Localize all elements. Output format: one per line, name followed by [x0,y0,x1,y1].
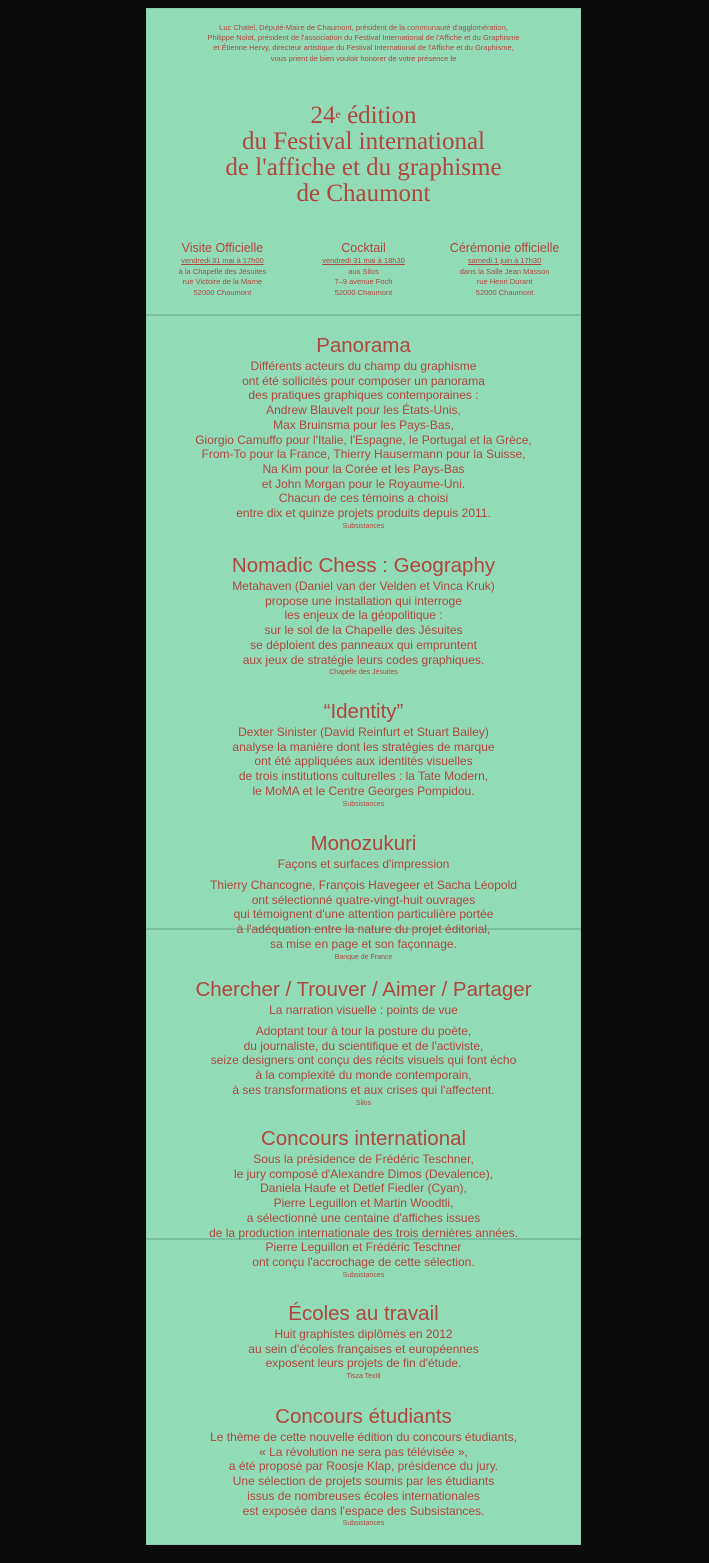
exhibition-description [146,359,581,521]
event-address-line: aux Silos [348,266,379,276]
intro-line: Philippe Nolot, président de l'association du Festival International de l'Affiche et du Graphisme [207,33,520,43]
description-line: ont sélectionné quatre-vingt-huit ouvrages [251,892,476,907]
exhibition-section [146,1404,581,1529]
event-address-line: à la Chapelle des Jésuites [178,266,267,276]
title-line: de Chaumont [296,180,431,207]
description-line: Metahaven (Daniel van der Velden et Vinca Kruk) [232,579,495,593]
exhibition-description [146,1430,581,1518]
description-line: Pierre Leguillon et Martin Woodtli, [273,1196,454,1211]
description-line: de trois institutions culturelles : la Tate Modern, [238,769,489,784]
description-line: Andrew Blauvelt pour les États-Unis, [266,403,461,418]
description-line: Na Kim pour la Corée et les Pays-Bas [262,461,465,476]
description-line: et John Morgan pour le Royaume-Uni. [261,476,466,491]
description-line: à ses transformations et aux crises qui l'affectent. [232,1082,495,1097]
intro-line: et Étienne Hervy, directeur artistique du Festival International de l'Affiche et du Graphisme, [213,43,514,53]
festival-title [146,103,581,207]
title-line: de l'affiche et du graphisme [225,154,502,181]
description-line: Daniela Haufe et Detlef Fiedler (Cyan), [260,1181,467,1196]
fold-line [146,314,581,316]
event-name: Cocktail [341,241,386,255]
exhibition-title: Monozukuri [310,832,417,855]
description-line: « La révolution ne sera pas télévisée », [259,1444,468,1459]
description-line: Max Bruinsma pour les Pays-Bas, [273,417,454,432]
exhibition-description [146,1152,581,1270]
description-line: à l'adéquation entre la nature du projet éditorial, [236,922,491,937]
event-ceremonie-officielle [434,240,575,298]
description-line: sa mise en page et son façonnage. [270,936,457,951]
edition-number: 24 [310,102,336,129]
exhibition-section [146,333,581,532]
description-line: le jury composé d'Alexandre Dimos (Devalence), [233,1166,494,1181]
exhibition-venue: Tisza Textil [346,1373,381,1381]
exhibition-subtitle: Façons et surfaces d'impression [277,857,450,871]
description-line: Dexter Sinister (David Reinfurt et Stuart Bailey) [238,725,489,739]
event-address-line: 52000 Chaumont [475,287,534,297]
event-address-line: 7–9 avenue Foch [334,277,393,286]
exhibition-description [146,579,581,667]
exhibition-title: Chercher / Trouver / Aimer / Partager [195,978,532,1001]
description-line: seize designers ont conçu des récits visuels qui font écho [210,1053,517,1068]
description-line: a sélectionné une centaine d'affiches issues [246,1210,481,1225]
event-name: Visite Officielle [181,241,264,255]
description-line: issus de nombreuses écoles internationales [247,1488,480,1503]
exhibition-venue: Chapelle des Jésuites [329,669,398,677]
exhibition-venue: Subsistances [342,522,385,530]
exhibition-title: Concours étudiants [275,1405,452,1428]
event-address-line: rue Henri Durant [476,277,533,286]
description-line: a été proposé par Roosje Klap, présidence du jury. [228,1459,499,1474]
exhibition-venue: Banque de France [334,953,393,961]
description-line: se déploient des panneaux qui empruntent [250,637,477,652]
description-line: exposent leurs projets de fin d'étude. [265,1356,462,1371]
description-line: au sein d'écoles françaises et européennes [248,1341,479,1356]
description-line: analyse la manière dont les stratégies de marque [232,739,495,754]
description-line: sur le sol de la Chapelle des Jésuites [264,623,463,638]
exhibition-title: Concours international [260,1127,467,1150]
exhibition-description [146,1024,581,1098]
description-line: Huit graphistes diplômés en 2012 [274,1327,453,1341]
exhibition-venue: Subsistances [342,1520,385,1528]
exhibition-section [146,699,581,810]
description-line: Le thème de cette nouvelle édition du concours étudiants, [210,1430,517,1444]
invitation-sheet [146,8,581,1545]
intro-line: Luc Chatel, Député-Maire de Chaumont, président de la communauté d'agglomération, [219,23,508,32]
exhibition-section [146,1301,581,1382]
event-address-line: rue Victoire de la Marne [182,277,263,286]
description-line: aux jeux de stratégie leurs codes graphiques. [242,652,485,667]
event-date: samedi 1 juin à 17h30 [467,256,542,265]
description-line: le MoMA et le Centre Georges Pompidou. [252,783,475,798]
event-date: vendredi 31 mai à 17h00 [181,256,264,265]
event-address-line: 52000 Chaumont [193,287,252,297]
exhibition-venue: Subsistances [342,1271,385,1279]
opening-events [152,240,575,298]
exhibition-title: Nomadic Chess : Geography [231,554,496,577]
description-line: ont été appliquées aux identités visuelles [254,754,473,769]
event-visite-officielle [152,240,293,298]
description-line: des pratiques graphiques contemporaines : [248,388,479,403]
event-date: vendredi 31 mai à 18h30 [322,256,405,265]
description-line: de la production internationale des trois dernières années. [209,1225,518,1240]
event-cocktail [293,240,434,298]
exhibition-title: Panorama [316,334,411,357]
exhibition-section [146,553,581,678]
exhibition-description [146,878,581,952]
exhibition-section [146,831,581,963]
description-line: entre dix et quinze projets produits depuis 2011. [236,506,491,521]
title-line: du Festival international [241,128,485,155]
description-line: ont été sollicités pour composer un panorama [242,373,485,388]
intro-text [156,23,571,64]
exhibition-title: Écoles au travail [288,1302,439,1325]
description-line: qui témoignent d'une attention particulière portée [233,907,494,922]
description-line: Une sélection de projets soumis par les étudiants [232,1474,495,1489]
exhibition-description [146,1327,581,1371]
intro-line: vous prient de bien vouloir honorer de votre présence le [270,53,457,63]
description-line: à la complexité du monde contemporain, [255,1068,472,1083]
description-line: les enjeux de la géopolitique : [284,608,443,623]
exhibition-description [146,725,581,799]
description-line: Giorgio Camuffo pour l'Italie, l'Espagne, le Portugal et la Grèce, [195,432,532,447]
description-line: propose une installation qui interroge [265,593,462,608]
exhibition-section [146,977,581,1109]
event-address-line: dans la Salle Jean Masson [459,266,550,276]
exhibition-section [146,1126,581,1281]
description-line: Chacun de ces témoins a choisi [278,491,449,506]
edition-line [146,103,581,129]
exhibition-venue: Subsistances [342,800,385,808]
description-line: From-To pour la France, Thierry Hausermann pour la Suisse, [201,447,526,462]
edition-superscript: e [335,107,341,121]
description-line: du journaliste, du scientifique et de l'activiste, [243,1038,484,1053]
exhibition-subtitle: La narration visuelle : points de vue [269,1003,458,1017]
edition-word: édition [340,102,417,129]
event-address-line: 52000 Chaumont [334,287,393,297]
exhibition-title: “Identity” [323,700,404,723]
description-line: Pierre Leguillon et Frédéric Teschner [265,1240,462,1255]
exhibition-venue: Silos [355,1099,372,1107]
event-name: Cérémonie officielle [449,241,560,255]
description-line: Thierry Chancogne, François Havegeer et Sacha Léopold [210,878,517,892]
description-line: est exposée dans l'espace des Subsistances. [242,1503,485,1518]
description-line: Adoptant tour à tour la posture du poète, [255,1024,472,1038]
description-line: ont conçu l'accrochage de cette sélection. [252,1254,475,1269]
description-line: Différents acteurs du champ du graphisme [250,359,477,373]
description-line: Sous la présidence de Frédéric Teschner, [253,1152,474,1166]
